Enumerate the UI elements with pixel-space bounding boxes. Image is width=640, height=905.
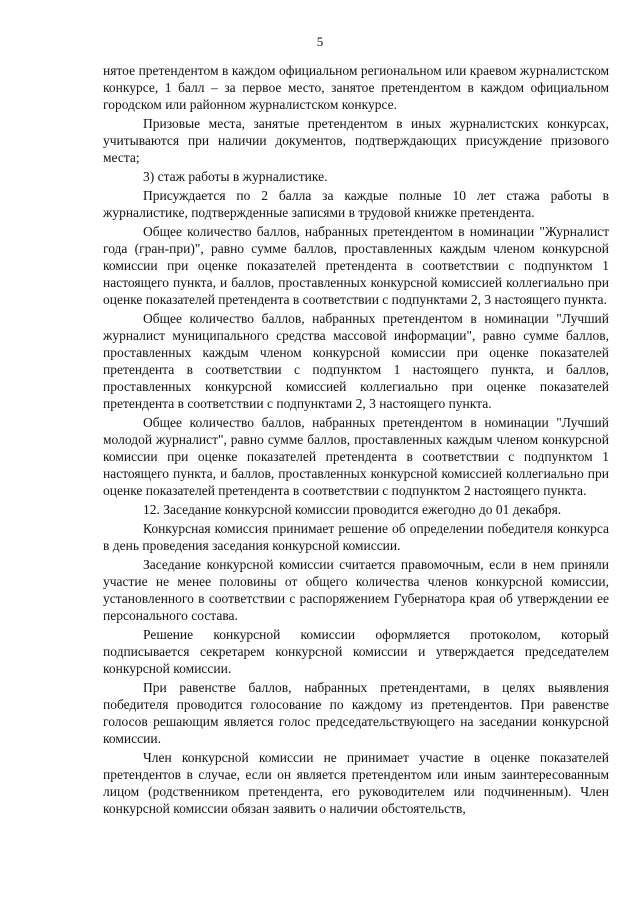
paragraph: Общее количество баллов, набранных претендентом в номинации "Журналист года (гран-при)", равно сумме баллов, проставленных каждым членом конкурсной комиссии при оценке показателей претендента в соответствии с подпунктом 1 настоящего пункта, и баллов, проставленных конкурсной комиссией коллегиально при оценке показателей претендента в соответствии с подпунктами 2, 3 настоящего пункта. <box>103 224 609 307</box>
paragraph: 12. Заседание конкурсной комиссии проводится ежегодно до 01 декабря. <box>143 502 562 517</box>
paragraph: Конкурсная комиссия принимает решение об определении победителя конкурса в день проведения заседания конкурсной комиссии. <box>103 521 609 553</box>
paragraph: Заседание конкурсной комиссии считается правомочным, если в нем приняли участие не менее половины от общего количества членов конкурсной комиссии, установленного в соответствии с распоряжением Губернатора края об утверждении ее персонального состава. <box>103 557 609 623</box>
paragraph: Общее количество баллов, набранных претендентом в номинации "Лучший молодой журналист", равно сумме баллов, проставленных каждым членом конкурсной комиссии при оценке показателей претендента в соответствии с подпунктом 1 настоящего пункта, и баллов, проставленных конкурсной комиссией коллегиально при оценке показателей претендента в соответствии с подпунктом 2 настоящего пункта. <box>103 415 609 498</box>
paragraph: Член конкурсной комиссии не принимает участие в оценке показателей претендентов в случае, если он является претендентом или иным заинтересованным лицом (родственником претендента, его руководителем или подчиненным). Член конкурсной комиссии обязан заявить о наличии обстоятельств, <box>103 750 609 816</box>
page-number: 5 <box>316 34 324 49</box>
paragraph: 3) стаж работы в журналистике. <box>143 169 328 184</box>
paragraph: Призовые места, занятые претендентом в иных журналистских конкурсах, учитываются при наличии документов, подтверждающих присуждение призового места; <box>103 116 609 165</box>
paragraph: Решение конкурсной комиссии оформляется протоколом, который подписывается секретарем конкурсной комиссии и утверждается председателем конкурсной комиссии. <box>103 627 609 676</box>
paragraph: Присуждается по 2 балла за каждые полные 10 лет стажа работы в журналистике, подтвержденные записями в трудовой книжке претендента. <box>103 188 609 220</box>
document-body <box>103 62 609 819</box>
paragraph-continuation: нятое претендентом в каждом официальном региональном или краевом журналистском конкурсе, 1 балл – за первое место, занятое претендентом в каждом официальном городском или районном журналистском конкурсе. <box>103 63 609 112</box>
paragraph: При равенстве баллов, набранных претендентами, в целях выявления победителя проводится голосование по каждому из претендентов. При равенстве голосов решающим является голос председательствующего на заседании конкурсной комиссии. <box>103 680 609 746</box>
paragraph: Общее количество баллов, набранных претендентом в номинации "Лучший журналист муниципального средства массовой информации", равно сумме баллов, проставленных каждым членом конкурсной комиссии при оценке показателей претендента в соответствии с подпунктом 1 настоящего пункта, и баллов, проставленных конкурсной комиссией коллегиально при оценке показателей претендента в соответствии с подпунктами 2, 3 настоящего пункта. <box>103 311 609 411</box>
